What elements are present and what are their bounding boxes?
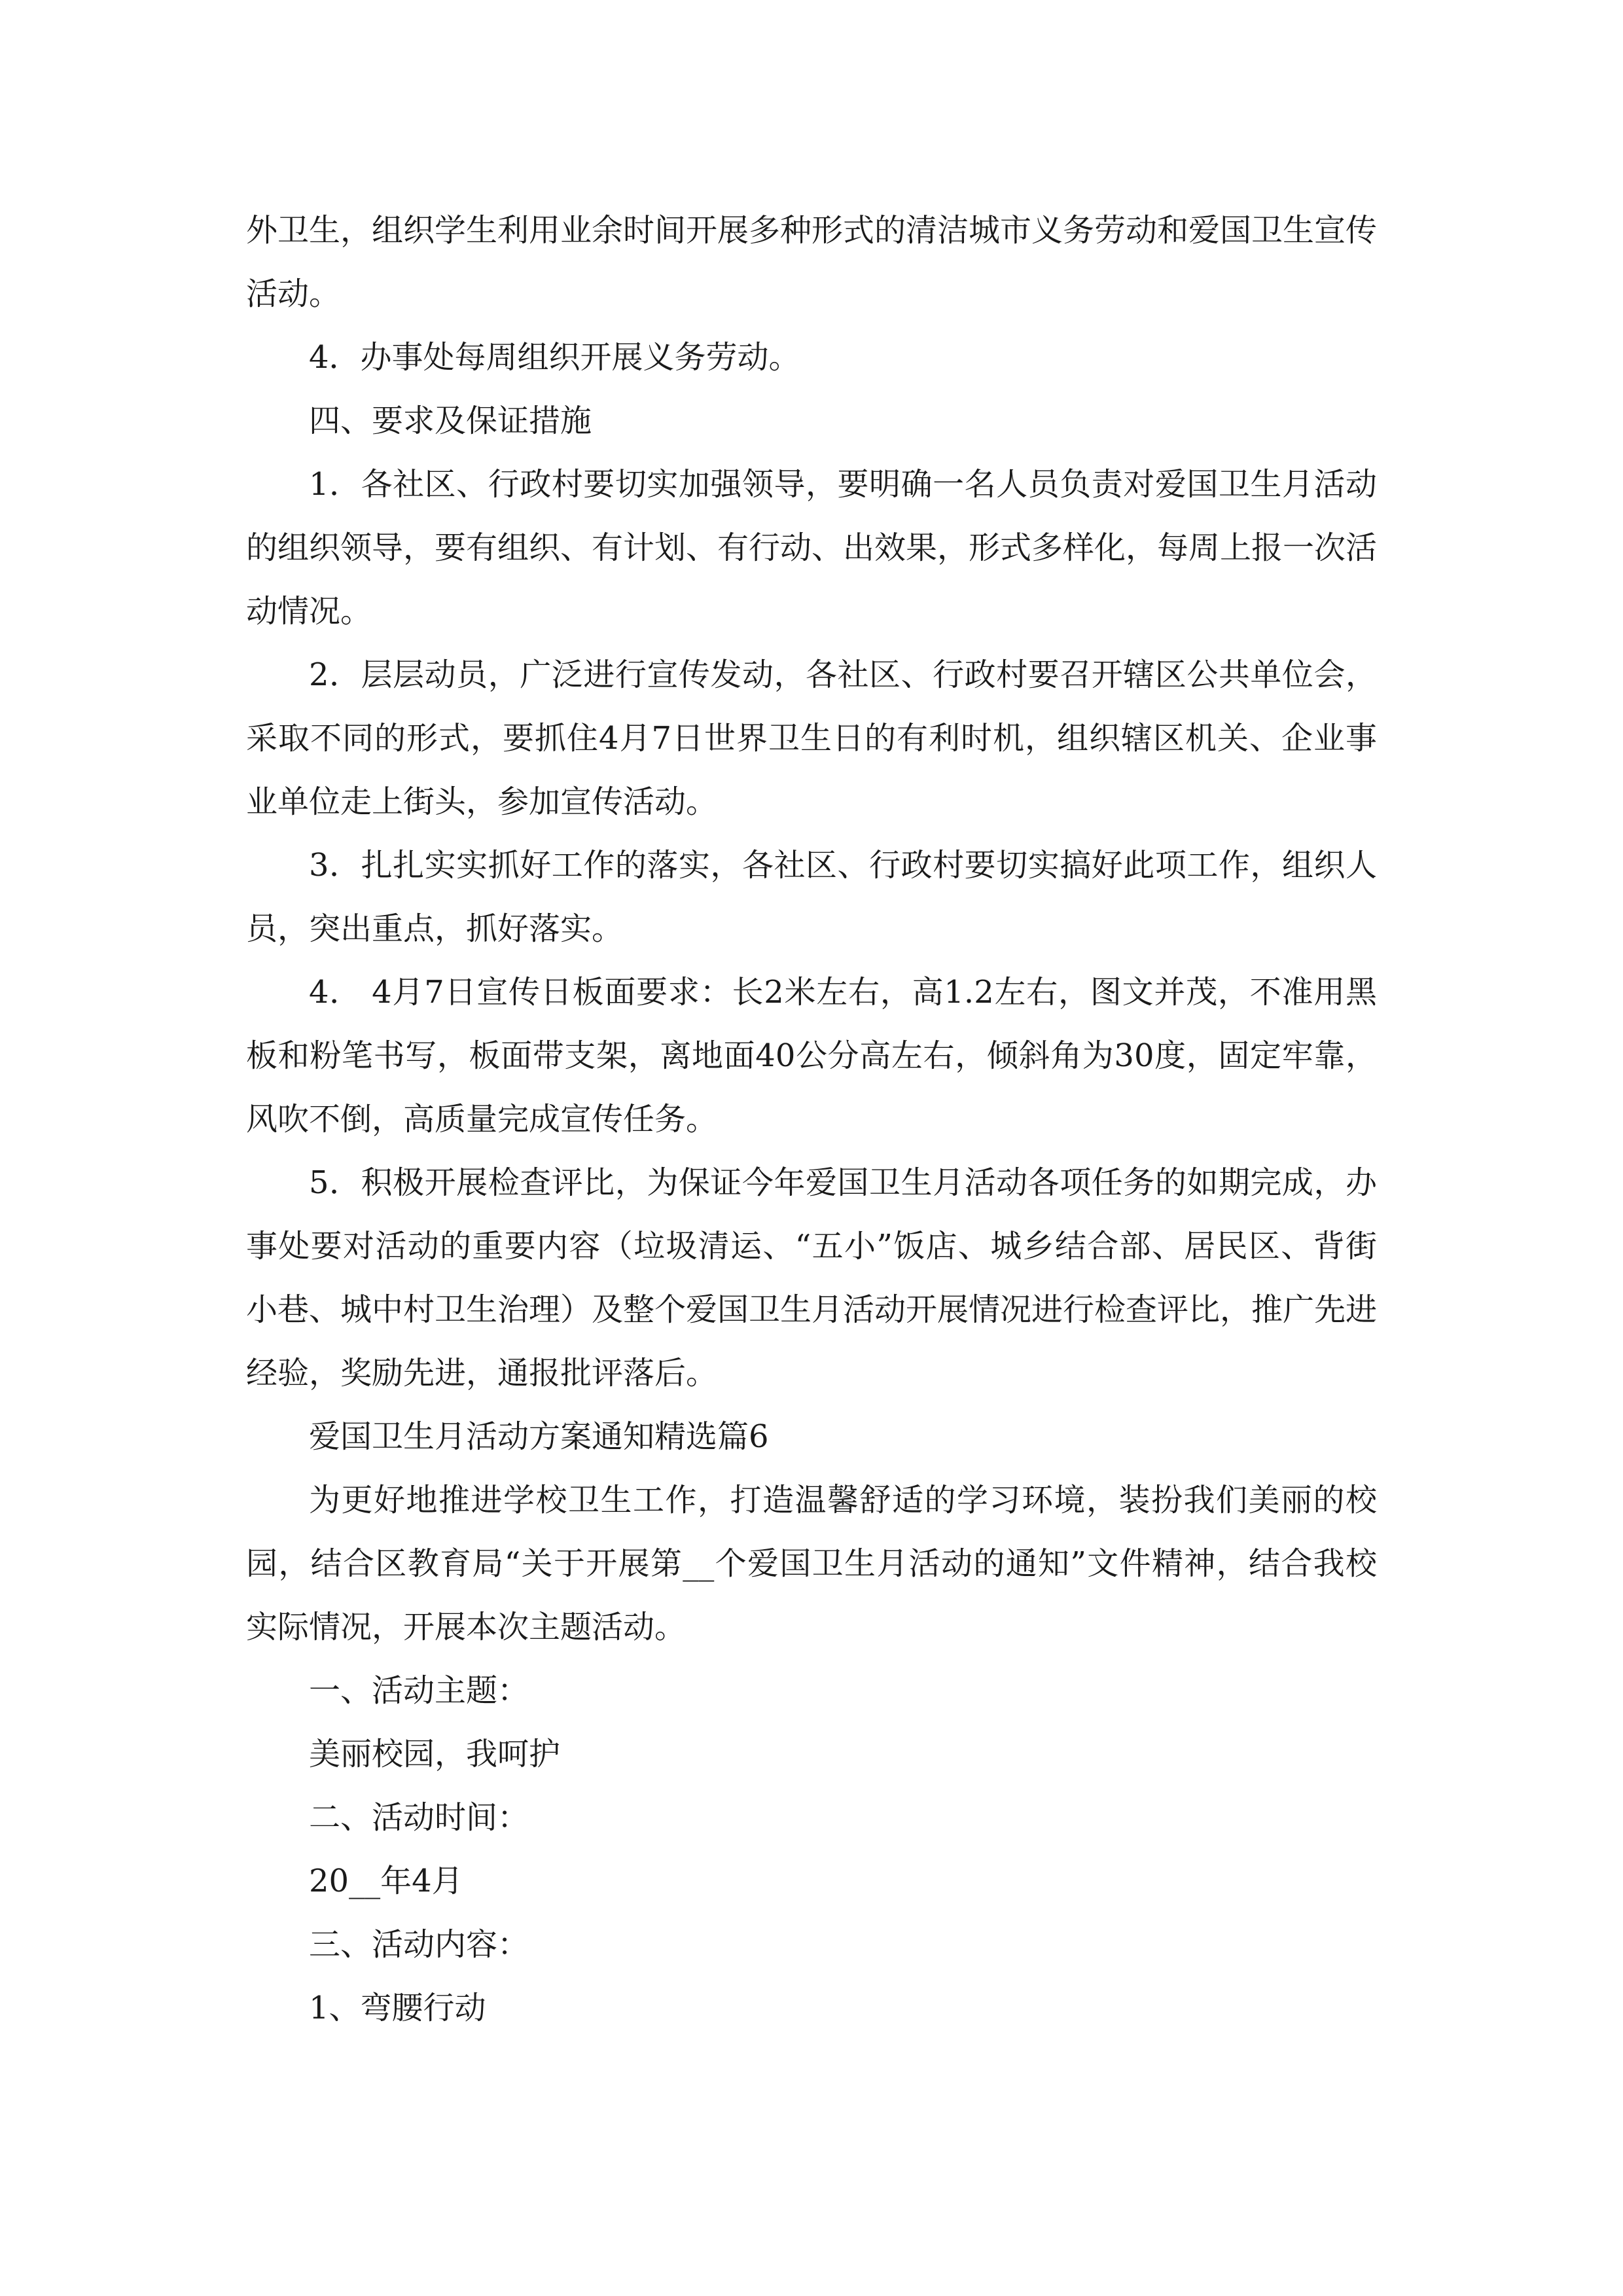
paragraph-intro: 为更好地推进学校卫生工作，打造温馨舒适的学习环境，装扮我们美丽的校园，结合区教育局“关于开展第__个爱国卫生月活动的通知”文件精神，结合我校实际情况，开展本次主题活动。 xyxy=(246,1482,1377,1645)
section-heading-theme: 一、活动主题： xyxy=(309,1672,529,1709)
paragraph-continuation: 外卫生，组织学生利用业余时间开展多种形式的清洁城市义务劳动和爱国卫生宣传活动。 xyxy=(246,212,1378,312)
paragraph-requirement-1: 1．各社区、行政村要切实加强领导，要明确一名人员负责对爱国卫生月活动的组织领导，要有组织、有计划、有行动、出效果，形式多样化，每周上报一次活动情况。 xyxy=(246,466,1378,630)
article-title-6: 爱国卫生月活动方案通知精选篇6 xyxy=(309,1418,769,1455)
paragraph-requirement-3: 3．扎扎实实抓好工作的落实，各社区、行政村要切实搞好此项工作，组织人员，突出重点，抓好落实。 xyxy=(246,847,1377,947)
theme-text: 美丽校园，我呵护 xyxy=(309,1736,561,1772)
paragraph-item-4-labor: 4．办事处每周组织开展义务劳动。 xyxy=(309,339,800,376)
paragraph-requirement-4: 4． 4月7日宣传日板面要求：长2米左右，高1.2左右，图文并茂，不准用黑板和粉笔书写，板面带支架，离地面40公分高左右，倾斜角为30度，固定牢靠，风吹不倒，高质量完成宣传任务。 xyxy=(246,974,1377,1138)
section-heading-requirements: 四、要求及保证措施 xyxy=(309,403,592,439)
paragraph-requirement-5: 5．积极开展检查评比，为保证今年爱国卫生月活动各项任务的如期完成，办事处要对活动的重要内容（垃圾清运、“五小”饭店、城乡结合部、居民区、背街小巷、城中村卫生治理）及整个爱国卫生月活动开展情况进行检查评比，推广先进经验，奖励先进，通报批评落后。 xyxy=(246,1164,1378,1391)
time-text: 20__年4月 xyxy=(309,1863,463,1899)
paragraph-requirement-2: 2．层层动员，广泛进行宣传发动，各社区、行政村要召开辖区公共单位会，采取不同的形式，要抓住4月7日世界卫生日的有利时机，组织辖区机关、企业事业单位走上街头，参加宣传活动。 xyxy=(246,656,1377,820)
section-heading-time: 二、活动时间： xyxy=(309,1799,529,1836)
content-item-1: 1、弯腰行动 xyxy=(309,1990,486,2026)
document-body xyxy=(246,199,1377,2040)
section-heading-content: 三、活动内容： xyxy=(309,1926,529,1963)
